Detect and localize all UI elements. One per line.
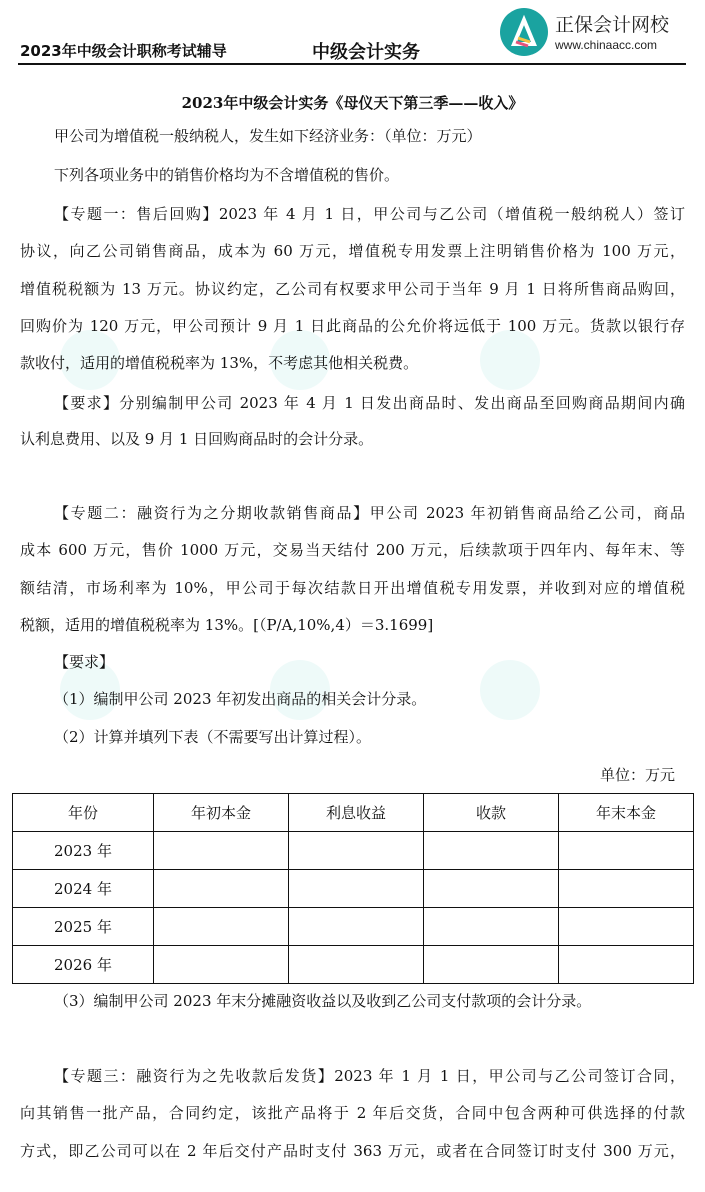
req1-line: 认利息费用、以及 9 月 1 日回购商品时的会计分录。	[20, 430, 374, 448]
header-course: 2023年中级会计职称考试辅导	[20, 42, 227, 60]
empty-cell[interactable]	[559, 870, 694, 908]
col-header: 年末本金	[559, 794, 694, 832]
topic2-line: 成本 600 万元，售价 1000 万元，交易当天结付 200 万元，后续款项于四年内、每年末、等	[20, 541, 685, 559]
empty-cell[interactable]	[289, 908, 424, 946]
topic1-line: 回购价为 120 万元，甲公司预计 9 月 1 日此商品的公允价将远低于 100 万元。货款以银行存	[20, 317, 685, 335]
empty-cell[interactable]	[289, 870, 424, 908]
empty-cell[interactable]	[559, 908, 694, 946]
brand-name: 正保会计网校	[555, 14, 670, 36]
empty-cell[interactable]	[559, 832, 694, 870]
empty-cell[interactable]	[424, 870, 559, 908]
empty-cell[interactable]	[424, 832, 559, 870]
empty-cell[interactable]	[154, 946, 289, 984]
topic2-line: 税额，适用的增值税税率为 13%。[（P/A,10%,4）＝3.1699]	[20, 616, 434, 634]
empty-cell[interactable]	[559, 946, 694, 984]
empty-cell[interactable]	[154, 832, 289, 870]
topic3-line: 向其销售一批产品，合同约定，该批产品将于 2 年后交货，合同中包含两种可供选择的付款	[20, 1104, 685, 1122]
col-header: 年份	[13, 794, 154, 832]
topic2-line: 额结清，市场利率为 10%，甲公司于每次结款日开出增值税专用发票，并收到对应的增值税	[20, 579, 685, 597]
empty-cell[interactable]	[289, 946, 424, 984]
topic3-line: 方式，即乙公司可以在 2 年后交付产品时支付 363 万元，或者在合同签订时支付 300 万元，	[20, 1142, 685, 1160]
year-cell: 2026 年	[13, 946, 154, 984]
req2-item: （1）编制甲公司 2023 年初发出商品的相关会计分录。	[54, 690, 427, 708]
topic2-line: 【专题二：融资行为之分期收款销售商品】甲公司 2023 年初销售商品给乙公司，商品	[54, 504, 685, 522]
year-cell: 2024 年	[13, 870, 154, 908]
table-row	[13, 908, 694, 946]
empty-cell[interactable]	[289, 832, 424, 870]
col-header: 利息收益	[289, 794, 424, 832]
topic3-line: 【专题三：融资行为之先收款后发货】2023 年 1 月 1 日，甲公司与乙公司签订合同，	[54, 1067, 685, 1085]
req2-label: 【要求】	[54, 653, 115, 671]
req2-item: （3）编制甲公司 2023 年末分摊融资收益以及收到乙公司支付款项的会计分录。	[54, 992, 592, 1010]
table-header-row	[13, 794, 694, 832]
col-header: 收款	[424, 794, 559, 832]
empty-cell[interactable]	[154, 870, 289, 908]
req1-line: 【要求】分别编制甲公司 2023 年 4 月 1 日发出商品时、发出商品至回购商品期间内确	[54, 394, 685, 412]
year-cell: 2025 年	[13, 908, 154, 946]
req2-item: （2）计算并填列下表（不需要写出计算过程）。	[54, 728, 372, 746]
logo-icon	[500, 8, 548, 56]
header-subject: 中级会计实务	[312, 42, 420, 63]
col-header: 年初本金	[154, 794, 289, 832]
topic1-line: 协议，向乙公司销售商品，成本为 60 万元，增值税专用发票上注明销售价格为 100 万元，	[20, 242, 685, 260]
doc-title: 2023年中级会计实务《母仪天下第三季——收入》	[181, 94, 524, 112]
header-divider	[18, 63, 686, 65]
topic1-line: 增值税税额为 13 万元。协议约定，乙公司有权要求甲公司于当年 9 月 1 日将所售商品购回，	[20, 280, 685, 298]
intro-line: 甲公司为增值税一般纳税人，发生如下经济业务：（单位：万元）	[54, 127, 482, 145]
topic1-line: 【专题一：售后回购】2023 年 4 月 1 日，甲公司与乙公司（增值税一般纳税人）签订	[54, 205, 685, 223]
empty-cell[interactable]	[154, 908, 289, 946]
brand-url: www.chinaacc.com	[555, 38, 658, 52]
empty-cell[interactable]	[424, 946, 559, 984]
table-unit: 单位：万元	[599, 766, 675, 784]
table-row	[13, 870, 694, 908]
table-row	[13, 832, 694, 870]
year-cell: 2023 年	[13, 832, 154, 870]
table-row	[13, 946, 694, 984]
empty-cell[interactable]	[424, 908, 559, 946]
topic1-line: 款收付，适用的增值税税率为 13%，不考虑其他相关税费。	[20, 354, 419, 372]
intro-line: 下列各项业务中的销售价格均为不含增值税的售价。	[54, 166, 400, 184]
schedule-table	[12, 793, 694, 984]
